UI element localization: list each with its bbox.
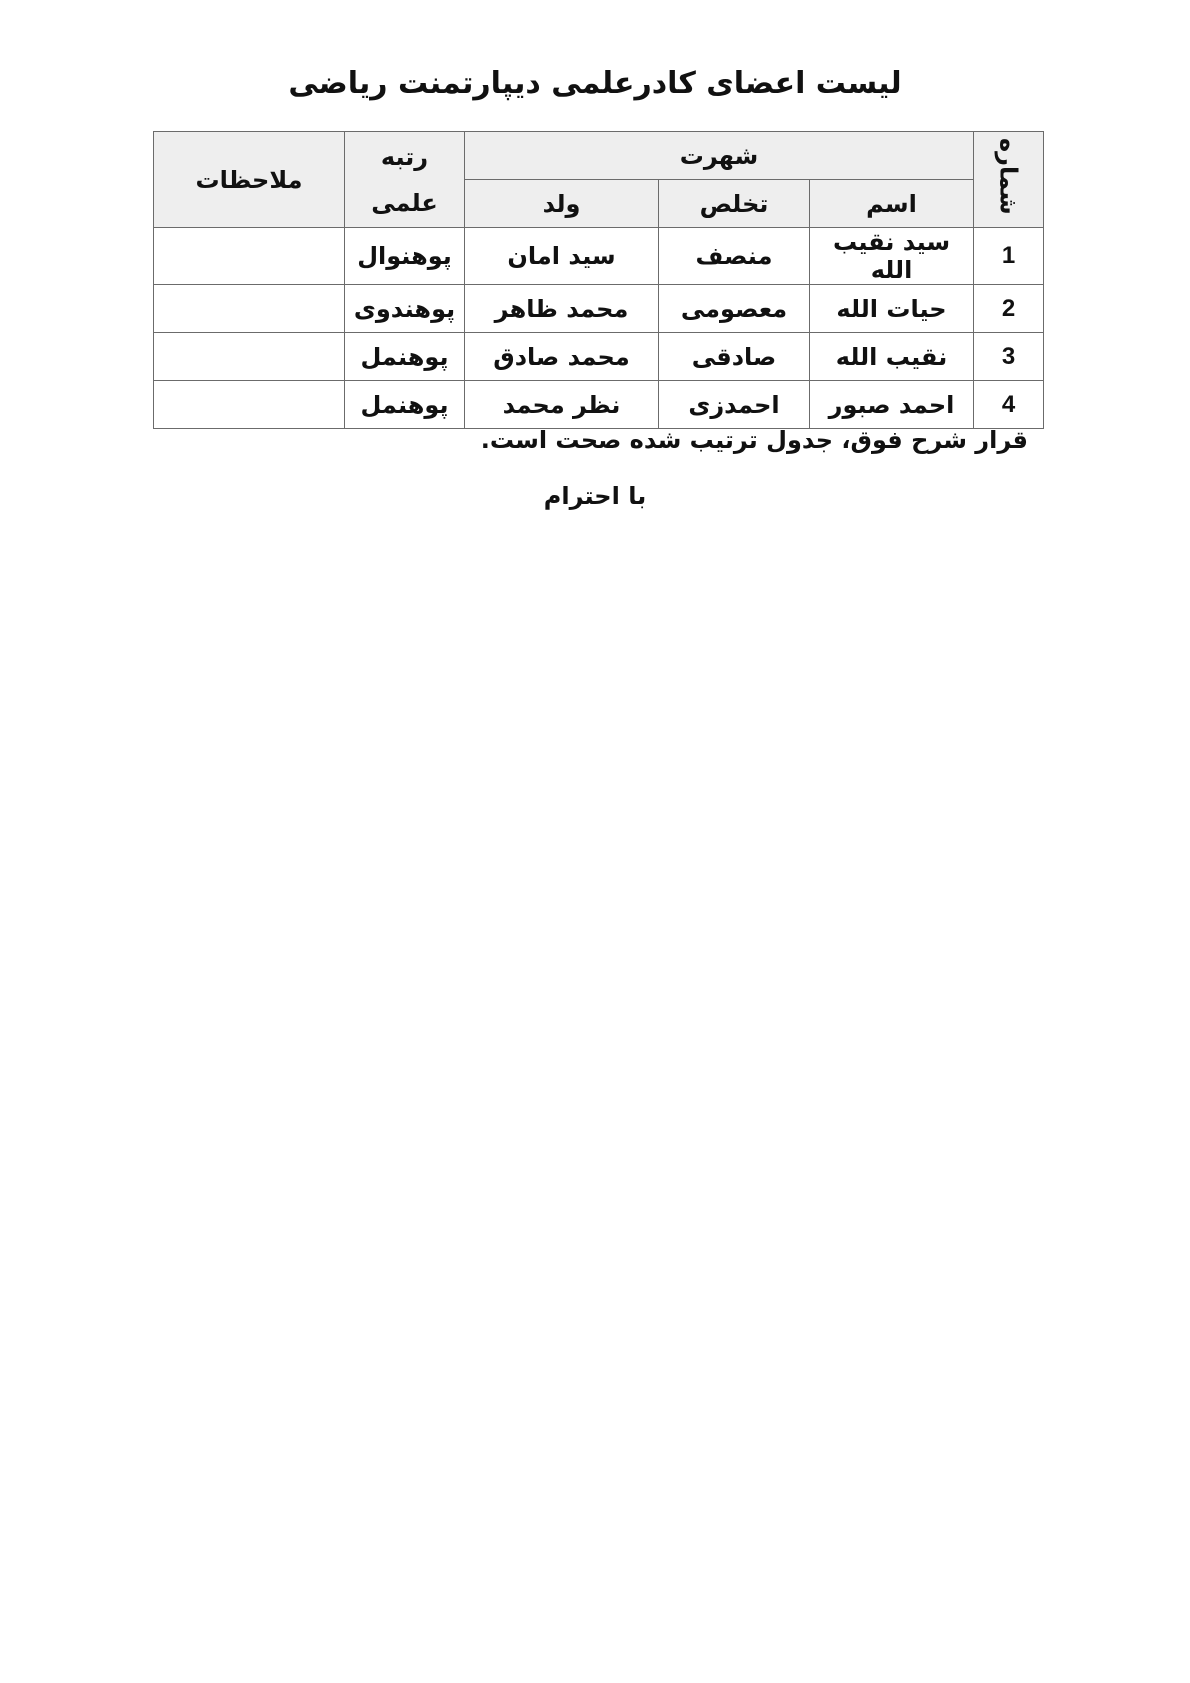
cell-rank: پوهنوال (345, 228, 465, 285)
cell-takhallus: معصومی (659, 285, 810, 333)
cell-number: 3 (974, 333, 1044, 381)
cell-name: نقیب الله (810, 333, 974, 381)
cell-takhallus: احمدزی (659, 381, 810, 429)
cell-takhallus: منصف (659, 228, 810, 285)
table-row (154, 285, 1044, 333)
header-rank (345, 132, 465, 228)
cell-rank: پوهنمل (345, 333, 465, 381)
table-row (154, 381, 1044, 429)
header-remarks: ملاحظات (154, 132, 345, 228)
cell-remarks (154, 381, 345, 429)
cell-remarks (154, 333, 345, 381)
faculty-table (153, 131, 1044, 429)
cell-name: احمد صبور (810, 381, 974, 429)
cell-remarks (154, 285, 345, 333)
header-shohrat: شهرت (465, 132, 974, 180)
cell-number: 2 (974, 285, 1044, 333)
header-rank-line1: رتبه (380, 142, 429, 171)
header-rank-line2: علمی (371, 188, 438, 217)
cell-wald: سید امان (465, 228, 659, 285)
cell-name: سید نقیب الله (810, 228, 974, 285)
cell-number: 4 (974, 381, 1044, 429)
cell-takhallus: صادقی (659, 333, 810, 381)
header-wald: ولد (465, 180, 659, 228)
cell-number: 1 (974, 228, 1044, 285)
header-name: اسم (810, 180, 974, 228)
closing-salutation: با احترام (543, 482, 647, 510)
cell-name: حیات الله (810, 285, 974, 333)
header-number (974, 132, 1044, 228)
cell-wald: محمد ظاهر (465, 285, 659, 333)
header-takhallus: تخلص (659, 180, 810, 228)
cell-rank: پوهنمل (345, 381, 465, 429)
cell-wald: نظر محمد (465, 381, 659, 429)
cell-wald: محمد صادق (465, 333, 659, 381)
cell-rank: پوهندوی (345, 285, 465, 333)
table-row (154, 228, 1044, 285)
table-row (154, 333, 1044, 381)
confirmation-note: قرار شرح فوق، جدول ترتیب شده صحت است. (480, 426, 1028, 454)
header-row-top (154, 132, 1044, 180)
page-title: لیست اعضای کادرعلمی دیپارتمنت ریاضی (288, 66, 902, 101)
header-number-label: شماره (994, 138, 1023, 215)
cell-remarks (154, 228, 345, 285)
